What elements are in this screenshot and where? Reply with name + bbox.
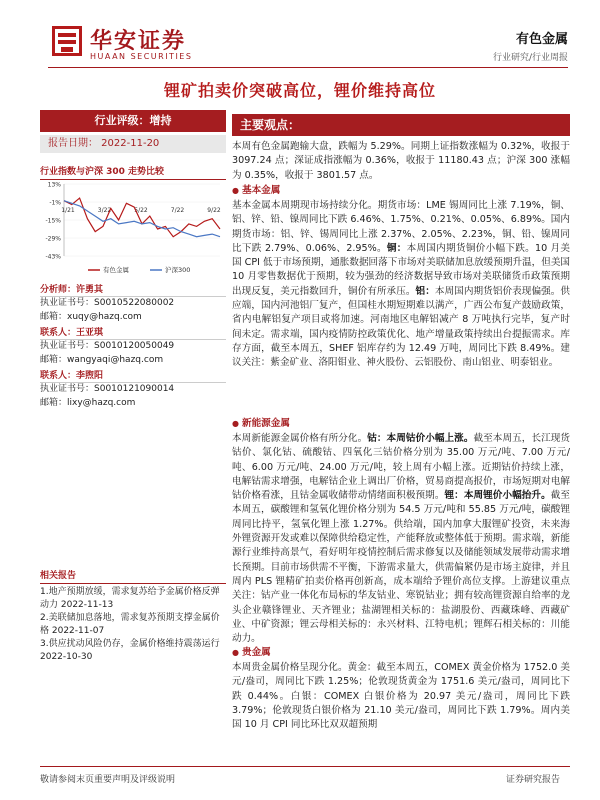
legend-label: 有色金属	[103, 266, 129, 274]
footer-report-type: 证券研究报告	[505, 775, 560, 785]
header-divider	[48, 67, 568, 68]
related-reports-title: 相关报告	[40, 568, 226, 584]
aluminum-text: 本周国内期货铝价表现偏强。供应端，国内河池铝厂复产，但国桂水期短期难以满产，广西公布复产鼓励政策，省内电解铝复产项目或将加速。河南地区电解铝减产 8 万吨执行完毕，复产时间未定。需求端，国内疫情防控政策优化、地产增量政策持续出台提振需求。库存方面，截至本周五，SHEF 铝库存约为 12.49 万吨，周同比下跌 8.49%。建议关注：紫金矿业、洛阳钼业、神火股份、云铝股份、南山铝业、明泰铝业。	[232, 285, 571, 369]
contact1-cert: 执业证书号：S0010120050049	[40, 341, 175, 351]
contact2-cert: 执业证书号：S0010121090014	[40, 384, 175, 394]
sector-label: 有色金属	[515, 32, 568, 47]
index-comparison-chart	[40, 180, 226, 280]
contact1-label: 联系人：王亚琪	[40, 325, 226, 340]
related-report-item[interactable]: 3.供应扰动风险仍存，金属价格维持震荡运行 2022-10-30	[40, 639, 220, 662]
logo-text: 华安证券	[90, 28, 187, 54]
analyst-cert: 执业证书号：S0010522080002	[40, 298, 175, 308]
y-tick-label: 13%	[47, 181, 61, 189]
x-tick-label: 1/21	[61, 207, 75, 214]
logo-subtext: HUAAN SECURITIES	[90, 52, 193, 61]
lithium-text: 截至本周五，碳酸锂和氢氧化锂价格分别为 54.5 万元/吨和 55.85 万元/吨，碳酸锂周同比持平，氢氧化锂上涨 1.27%。供给端，国内加拿大服锂矿投资，未来海外锂资源开发或难以保障供给稳定性，产能释放或整体低于预期。需求端，新能源行业维持高景气，看好明年疫情控制后需求修复以及储能领域发展带动需求增长预期。目前市场供需不平衡，下游需求量大，供需偏紧仍是市场主旋律，并且周内 PLS 锂精矿拍卖价格再创新高，成本端给予锂价高位支撑。上游建议重点关注：钴产业一体化布局标的华友钴业、寒锐钴业；拥有较高锂资源自给率的龙头企业赣锋锂业、天齐锂业；盐湖锂相关标的：盐湖股份、西藏珠峰、西藏矿业、中矿资源；锂云母相关标的：永兴材料、江特电机；锂辉石相关标的：川能动力。	[232, 490, 571, 645]
logo-seal-icon	[52, 26, 82, 56]
contact1-email[interactable]: 邮箱：wangyaqi@hazq.com	[40, 355, 164, 365]
contact2-label: 联系人：李煦阳	[40, 368, 226, 383]
report-title: 锂矿拍卖价突破高位，锂价维持高位	[163, 81, 436, 100]
new-energy-intro: 本周新能源金属价格有所分化。	[232, 433, 368, 444]
contact2-email[interactable]: 邮箱：lixy@hazq.com	[40, 398, 136, 408]
page-header	[0, 0, 600, 78]
paragraph-new-energy	[232, 432, 570, 646]
y-tick-label: -1%	[49, 199, 61, 207]
lithium-label: 锂：本周锂价小幅抬升。	[444, 490, 551, 502]
y-tick-label: -29%	[45, 235, 61, 243]
footer-divider	[40, 766, 570, 767]
cobalt-label: 钴：本周钴价小幅上涨。	[367, 433, 474, 444]
footer-disclaimer[interactable]: 敬请参阅末页重要声明及评级说明	[40, 775, 176, 785]
series-line-nonferrous	[64, 198, 220, 237]
analyst-label: 分析师：许勇其	[40, 282, 226, 297]
related-report-item[interactable]: 2.美联储加息落地，需求复苏预期支撑金属价格 2022-11-07	[40, 613, 220, 636]
section-new-energy-metals: ● 新能源金属	[232, 417, 570, 431]
related-report-item[interactable]: 1.地产预期放缓，需求复苏给予金属价格反弹动力 2022-11-13	[40, 587, 220, 610]
paragraph-precious-metals: 本周贵金属价格呈现分化。黄金：截至本周五，COMEX 黄金价格为 1752.0 美元/盎司，周同比下跌 1.25%；伦敦现货黄金为 1751.6 美元/盎司，周同比下跌 0.44%。白银：COMEX 白银价格为 20.97 美元/盎司，周同比下跌 3.79%；伦敦现货白银价格为 21.10 美元/盎司，周同比下跌 1.79%。周内美国 10 月 CPI 同比环比双双超预期	[232, 662, 570, 731]
main-points-title: 主要观点：	[232, 114, 570, 136]
aluminum-label: 铝：	[415, 285, 435, 297]
y-tick-label: -43%	[45, 253, 61, 261]
x-tick-label: 5/22	[134, 207, 148, 214]
cobalt-text: 截至本周五，长江现货钴价、氯化钴、硫酸钴、四氧化三钴价格分别为 35.00 万元/吨、7.00 万元/吨、6.00 万元/吨、24.00 万元/吨，较上周有小幅上涨。近期钴价持续上涨，电解钴需求增强，电解钴企业上调出厂价格，贸易商提高报价，市场短期对电解钴价格看涨，且钴金属收储带动情绪面积极预期。	[232, 433, 571, 502]
section-precious-metals: ● 贵金属	[232, 646, 570, 660]
legend-label: 沪深300	[165, 266, 191, 274]
industry-rating: 行业评级：增持	[40, 110, 226, 132]
report-type: 行业研究/行业周报	[492, 53, 568, 63]
x-tick-label: 3/22	[97, 207, 112, 214]
paragraph-overview: 本周有色金属跑输大盘，跌幅为 5.29%。同期上证指数涨幅为 0.32%，收报于 3097.24 点；深证成指涨幅为 0.36%，收报于 11180.43 点；沪深 300 涨幅为 0.35%，收报于 3801.57 点。	[232, 141, 570, 181]
analyst-email[interactable]: 邮箱：xuqy@hazq.com	[40, 312, 142, 322]
section-base-metals: ● 基本金属	[232, 184, 570, 198]
copper-label: 铜：	[386, 242, 407, 254]
report-date: 报告日期： 2022-11-20	[40, 135, 226, 153]
copper-text: 本周国内期货铜价小幅下跌。10 月美国 CPI 低于市场预期，通胀数据回落下市场对美联储加息放缓预期升温，但美国 10 月零售数据优于预期，较为强劲的经济数据导致市场对美联储货币政策预期出现反复，美元指数回升，铜价有所承压。	[232, 242, 571, 297]
y-tick-label: -15%	[45, 217, 61, 225]
base-metals-text: 基本金属本周期现市场持续分化。期货市场：LME 锡周同比上涨 7.19%，铜、铝、锌、铅、镍周同比下跌 6.46%、1.75%、0.21%、0.05%、6.89%。国内期货市场：铝、锌、锡周同比上涨 2.37%、2.05%、2.23%，铜、铅、镍周同比下跌 2.79%、0.06%、2.95%。	[232, 200, 570, 254]
paragraph-base-metals	[232, 199, 570, 371]
x-tick-label: 7/22	[170, 207, 185, 214]
related-reports-list	[40, 586, 226, 664]
chart-title: 行业指数与沪深 300 走势比较	[40, 164, 226, 180]
x-tick-label: 9/22	[207, 207, 221, 214]
